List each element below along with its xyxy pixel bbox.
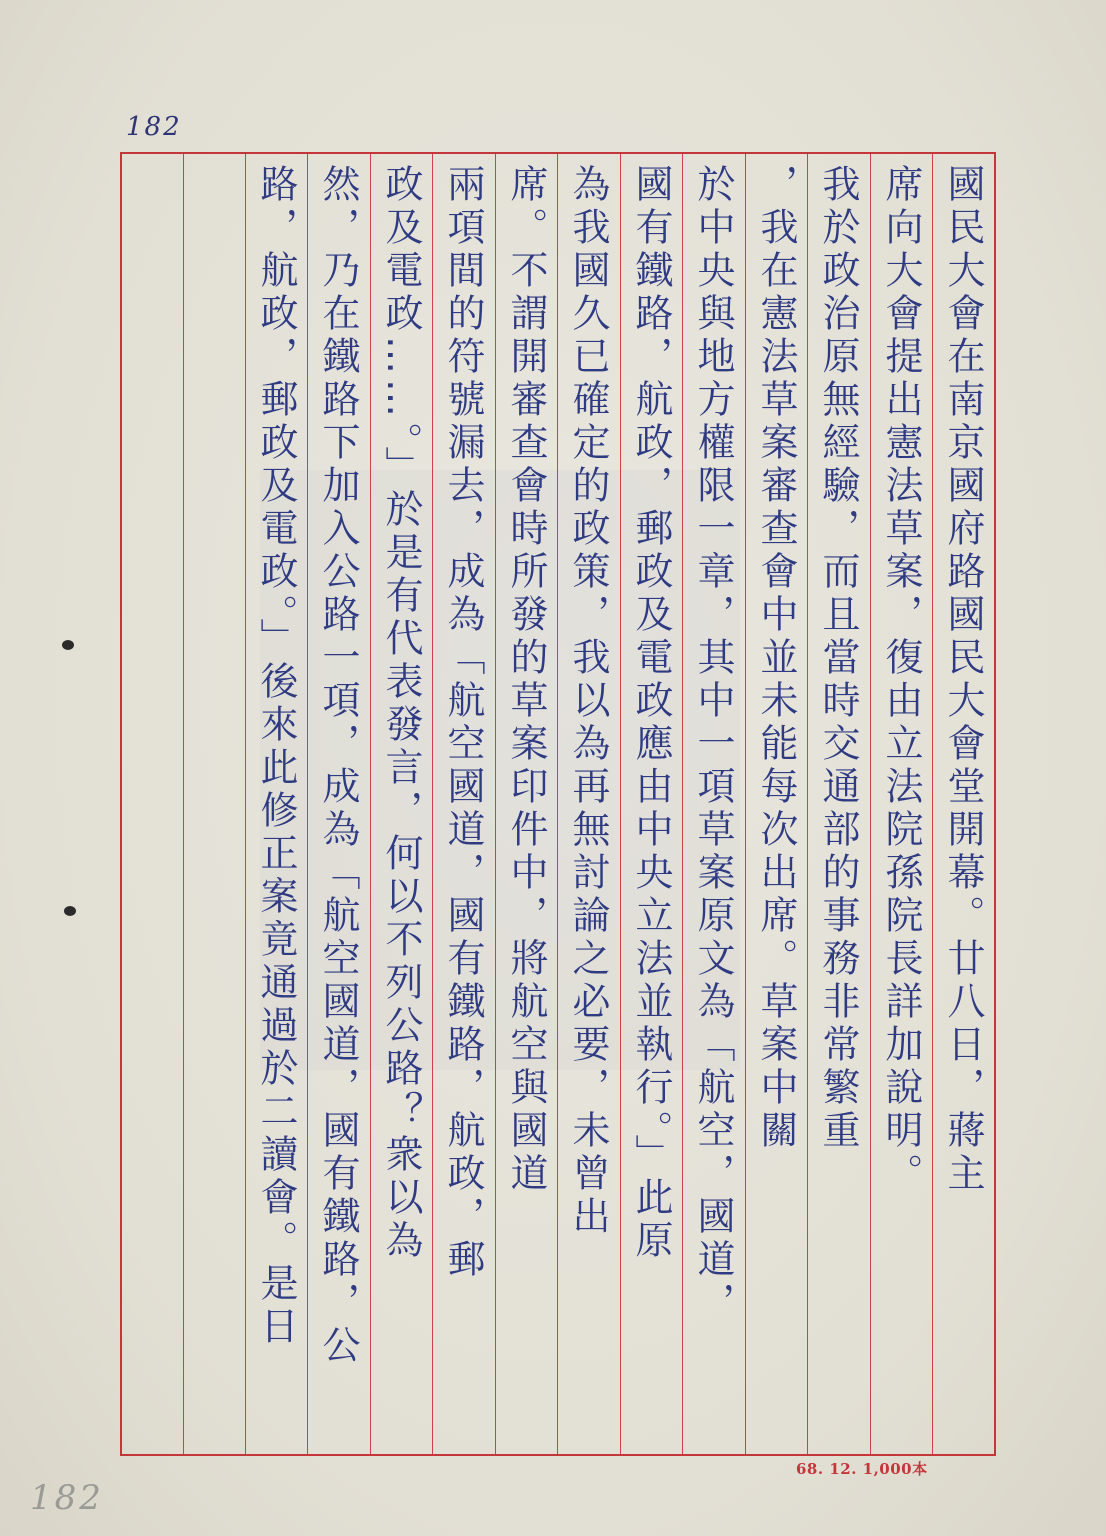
text-column-11: 然，乃在鐵路下加入公路一項，成為「航空國道，國有鐵路，公 [316, 164, 360, 1368]
text-column-14 [128, 164, 174, 1454]
column-rule [183, 154, 184, 1454]
page-number-bottom: 182 [30, 1478, 104, 1518]
column-rule [432, 154, 433, 1454]
column-rule [620, 154, 621, 1454]
text-column-6: 國有鐵路，航政，郵政及電政應由中央立法並執行。」此原 [629, 164, 673, 1263]
column-rule [307, 154, 308, 1454]
column-rule [557, 154, 558, 1454]
text-column-12: 路，航政，郵政及電政。」後來此修正案竟通過於二讀會。是日 [254, 164, 298, 1349]
text-column-8: 席。不謂開審查會時所發的草案印件中，將航空與國道 [504, 164, 548, 1196]
manuscript-grid [120, 152, 996, 1456]
column-rule [745, 154, 746, 1454]
text-column-3: 我於政治原無經驗，而且當時交通部的事務非常繁重 [816, 164, 860, 1153]
text-column-7: 為我國久已確定的政策，我以為再無討論之必要，未曾出 [566, 164, 610, 1239]
text-column-2: 席向大會提出憲法草案，復由立法院孫院長詳加說明。 [879, 164, 923, 1196]
column-rule [870, 154, 871, 1454]
column-rule [807, 154, 808, 1454]
column-rule [932, 154, 933, 1454]
print-run-note: 68. 12. 1,000本 [796, 1460, 928, 1478]
punch-hole-mark [64, 906, 76, 916]
text-column-9: 兩項間的符號漏去，成為「航空國道，國有鐵路，航政，郵 [441, 164, 485, 1282]
column-rule [682, 154, 683, 1454]
punch-hole-mark [62, 640, 74, 650]
column-rule [495, 154, 496, 1454]
text-column-4: ，我在憲法草案審查會中並未能每次出席。草案中關 [754, 164, 798, 1153]
page-number-top: 182 [126, 112, 182, 142]
text-column-10: 政及電政……。」於是有代表發言，何以不列公路？衆以為 [379, 164, 423, 1263]
column-rule [245, 154, 246, 1454]
text-column-1: 國民大會在南京國府路國民大會堂開幕。廿八日，蔣主 [941, 164, 985, 1196]
text-column-5: 於中央與地方權限一章，其中一項草案原文為「航空，國道， [691, 164, 735, 1325]
column-rule [370, 154, 371, 1454]
text-column-13 [191, 164, 237, 1454]
